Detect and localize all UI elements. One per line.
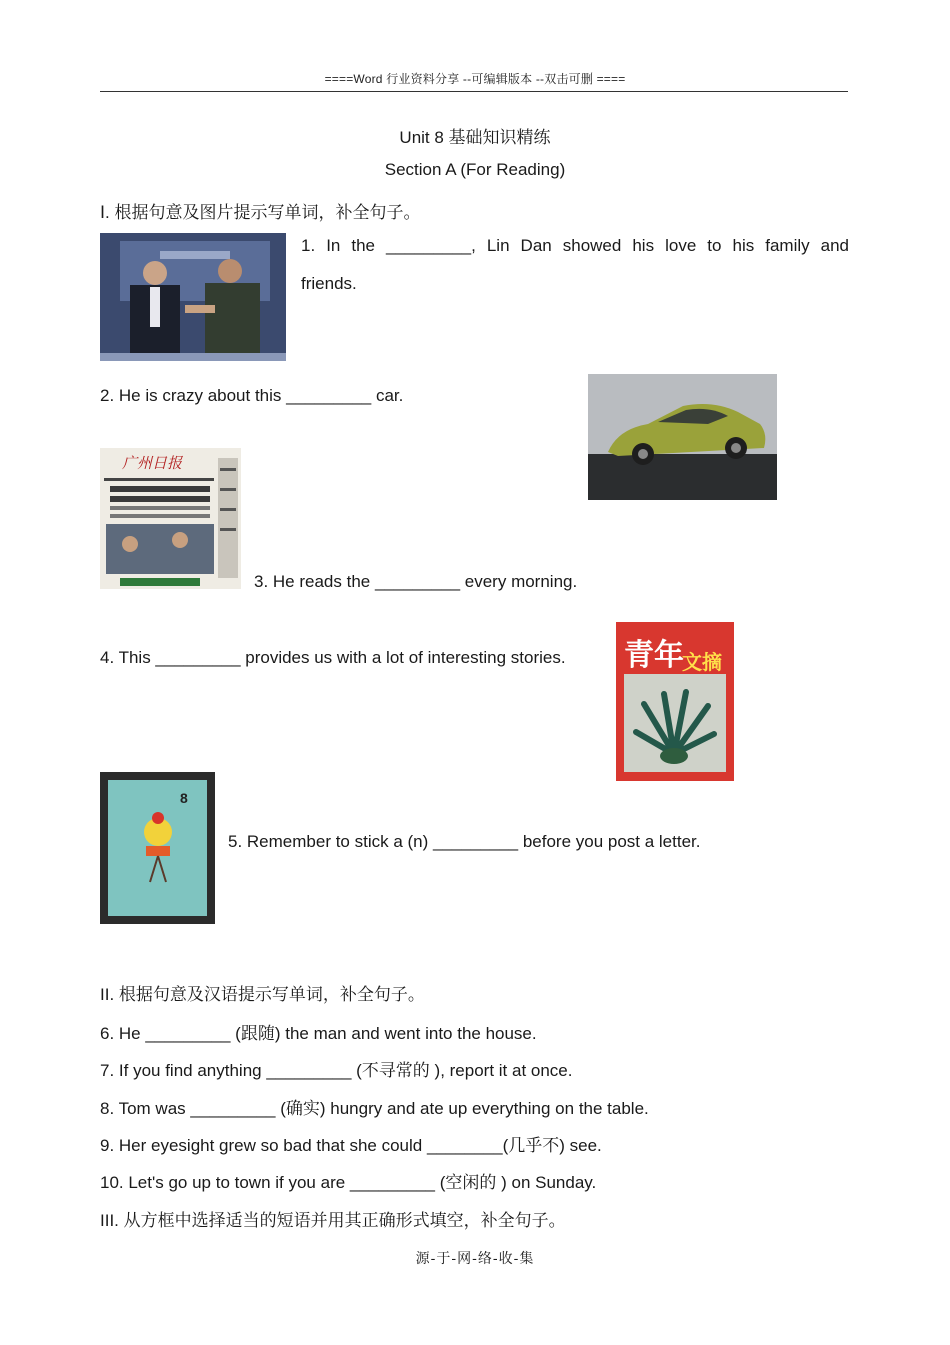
part2-heading: II. 根据句意及汉语提示写单词，补全句子。 [100,985,425,1004]
page-header: ====Word 行业资料分享 --可编辑版本 --双击可删 ==== [324,72,626,86]
part3-heading: III. 从方框中选择适当的短语并用其正确形式填空，补全句子。 [100,1211,566,1230]
part1-heading: Ⅰ. 根据句意及图片提示写单词，补全句子。 [100,203,421,222]
question-6: 6. He _________ (跟随) the man and went into the house. [100,1024,537,1043]
question-8: 8. Tom was _________ (确实) hungry and ate up everything on the table. [100,1099,649,1118]
magazine-cover [616,622,734,781]
section-title: Section A (For Reading) [384,160,566,179]
magazine-title-left: 青年 [624,638,684,673]
question-4: 4. This _________ provides us with a lot of interesting stories. [100,648,566,667]
question-1-line-2: friends. [301,274,357,293]
question-5: 5. Remember to stick a (n) _________ before you post a letter. [228,832,701,851]
magazine-title-right: 文摘 [682,650,722,674]
newspaper-masthead: 广州日报 [122,454,183,472]
question-9: 9. Her eyesight grew so bad that she could ________(几乎不) see. [100,1136,602,1155]
question-10: 10. Let's go up to town if you are _________ (空闲的 ) on Sunday. [100,1173,597,1192]
page-footer: 源-于-网-络-收-集 [415,1251,535,1267]
newspaper-photo [100,448,241,589]
stamp-photo [100,772,215,924]
question-7: 7. If you find anything _________ (不寻常的 ), report it at once. [100,1061,573,1080]
unit-title: Unit 8 基础知识精练 [399,128,551,147]
question-1-line-1: 1. In the _________, Lin Dan showed his love to his family and [301,236,849,255]
header-divider [100,91,848,92]
question-3: 3. He reads the _________ every morning. [254,572,578,591]
stamp-value: 8 [180,790,188,806]
car-photo [588,374,777,500]
interview-photo [100,233,286,361]
question-2: 2. He is crazy about this _________ car. [100,386,404,405]
